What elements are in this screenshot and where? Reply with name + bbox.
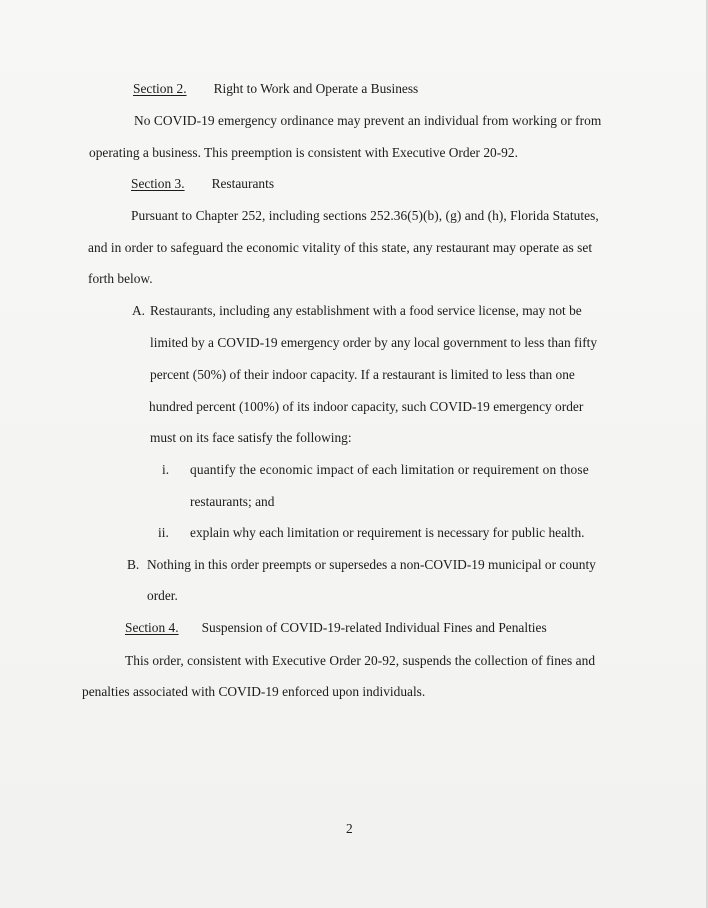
- section-3-heading: [131, 176, 274, 192]
- page-number: 2: [346, 821, 353, 836]
- sub-item-ii-line-1: explain why each limitation or requirement is necessary for public health.: [190, 525, 585, 540]
- item-a-marker: A.: [132, 303, 146, 318]
- item-a-line-3: percent (50%) of their indoor capacity. If a restaurant is limited to less than one: [150, 367, 575, 382]
- section-2-label: Section 2.: [133, 81, 187, 96]
- item-a-line-1: Restaurants, including any establishment with a food service license, may not be: [150, 303, 582, 318]
- sub-item-i-marker: i.: [162, 462, 170, 477]
- section-2-title: Right to Work and Operate a Business: [213, 81, 419, 96]
- sub-item-i-line-2: restaurants; and: [190, 494, 275, 509]
- section-4-heading: [125, 620, 547, 636]
- section-3-body-line-3: forth below.: [88, 271, 153, 286]
- item-a-line-4: hundred percent (100%) of its indoor capacity, such COVID-19 emergency order: [149, 399, 584, 414]
- item-a-line-2: limited by a COVID-19 emergency order by any local government to less than fifty: [150, 335, 598, 350]
- section-3-body-line-2: and in order to safeguard the economic vitality of this state, any restaurant may operate as set: [88, 240, 593, 255]
- sub-item-i-line-1: quantify the economic impact of each limitation or requirement on those: [190, 462, 589, 477]
- item-a-line-5: must on its face satisfy the following:: [150, 430, 352, 445]
- section-4-body-line-1: This order, consistent with Executive Order 20-92, suspends the collection of fines and: [125, 653, 596, 668]
- section-2-body-line-2: operating a business. This preemption is consistent with Executive Order 20-92.: [89, 145, 518, 160]
- section-3-label: Section 3.: [131, 176, 185, 191]
- item-b-line-1: Nothing in this order preempts or supersedes a non-COVID-19 municipal or county: [147, 557, 596, 572]
- section-3-body-line-1: Pursuant to Chapter 252, including sections 252.36(5)(b), (g) and (h), Florida Statutes,: [131, 208, 599, 223]
- sub-item-ii-marker: ii.: [158, 525, 169, 540]
- section-4-label: Section 4.: [125, 620, 179, 635]
- section-3-title: Restaurants: [211, 176, 275, 191]
- section-2-body-line-1: No COVID-19 emergency ordinance may prevent an individual from working or from: [134, 113, 602, 128]
- item-b-marker: B.: [127, 557, 140, 572]
- section-4-body-line-2: penalties associated with COVID-19 enforced upon individuals.: [82, 684, 426, 699]
- item-b-line-2: order.: [147, 588, 178, 603]
- section-4-title: Suspension of COVID-19-related Individual Fines and Penalties: [201, 620, 547, 635]
- section-2-heading: [133, 81, 418, 97]
